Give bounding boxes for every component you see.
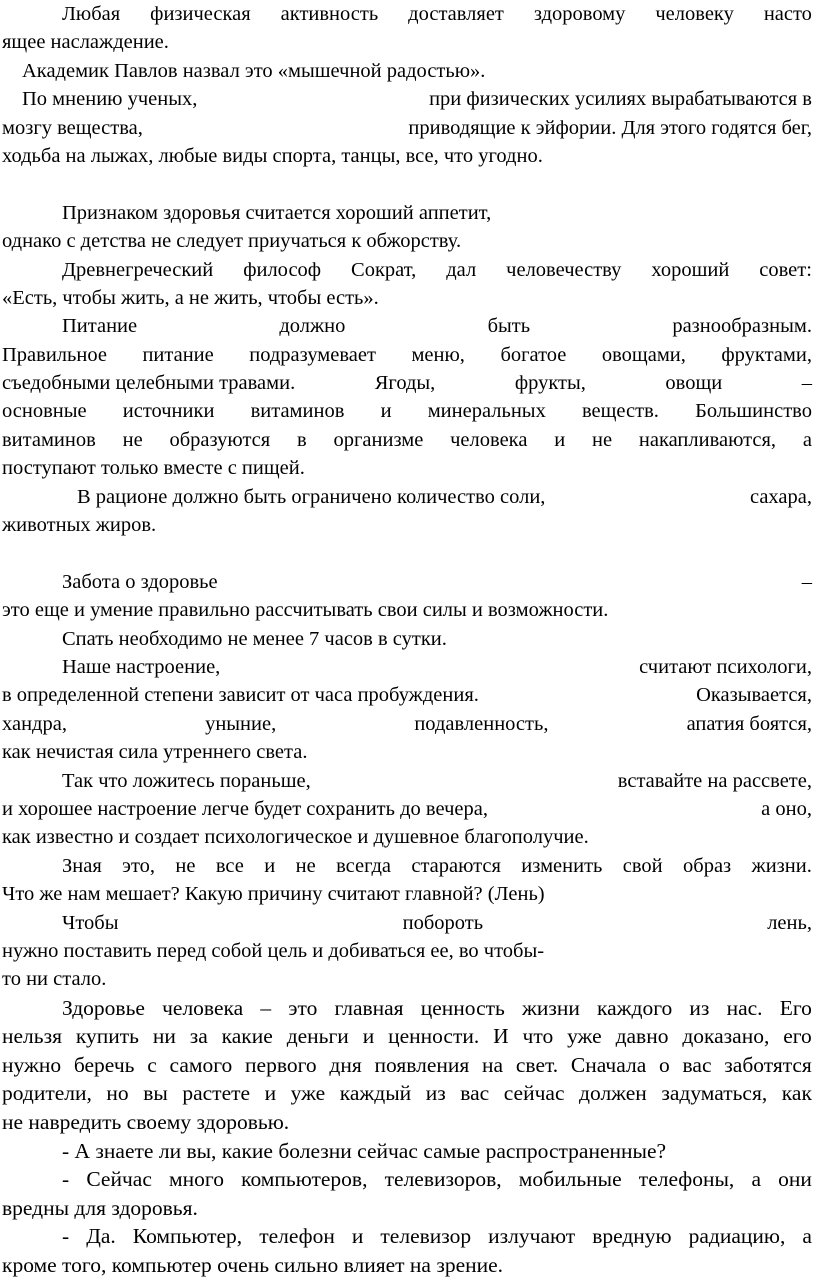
word: на — [482, 1052, 504, 1077]
word: телефоны, — [638, 1167, 735, 1192]
word: философ — [243, 258, 322, 281]
text: Что же нам мешает? Какую причину считают главной? (Лень) — [2, 883, 545, 906]
word: самого — [169, 1052, 233, 1077]
word: нас. — [726, 995, 763, 1020]
word: Сократ, — [351, 258, 417, 281]
word: И — [493, 1024, 509, 1049]
word: компьютеров, — [241, 1167, 368, 1192]
word: деньги — [286, 1024, 349, 1049]
word: всегда — [336, 854, 391, 877]
word: богатое — [500, 343, 567, 366]
word: витаминов — [250, 400, 345, 423]
word: первого — [245, 1052, 317, 1077]
paragraph-line — [2, 227, 812, 255]
word: жизни — [521, 995, 580, 1020]
word: свой — [622, 854, 663, 877]
word: какие — [221, 1024, 273, 1049]
text: Оказывается, — [696, 684, 812, 707]
text: овощи — [665, 372, 723, 395]
word: человеку — [655, 3, 734, 25]
text: животных жиров. — [2, 514, 157, 537]
text: Питание — [62, 315, 138, 338]
paragraph-line — [2, 57, 812, 85]
word: ни — [152, 1024, 176, 1049]
word: Любая — [62, 3, 121, 25]
word: образ — [683, 854, 732, 877]
word: совет: — [759, 258, 812, 281]
word: вредную — [592, 1224, 672, 1249]
paragraph-line — [2, 681, 812, 709]
text: Чтобы — [62, 911, 119, 934]
paragraph-line — [2, 0, 812, 28]
word: накапливаются, — [638, 428, 777, 451]
paragraph-line — [2, 994, 812, 1023]
word: каждый — [339, 1081, 412, 1106]
word: ценности. — [388, 1024, 480, 1049]
word: каждого — [597, 995, 673, 1020]
word: вас — [460, 1081, 490, 1106]
paragraph-line — [2, 369, 812, 397]
text: Забота о здоровье — [62, 570, 218, 593]
word: Здоровье — [62, 995, 145, 1020]
word: нужно — [2, 1052, 62, 1077]
text: Академик Павлов назвал это «мышечной радостью». — [22, 59, 486, 82]
paragraph-line — [2, 397, 812, 425]
paragraph-line — [2, 625, 812, 653]
text: считают психологи, — [639, 655, 812, 678]
word: дня — [329, 1052, 362, 1077]
paragraph-line — [2, 1108, 812, 1137]
word: и — [380, 400, 392, 423]
word: купить — [75, 1024, 139, 1049]
text: приводящие к эйфории. Для этого годятся бег, — [408, 116, 812, 139]
text: а оно, — [761, 797, 812, 820]
word: главная — [334, 995, 404, 1020]
word: задуматься, — [661, 1081, 768, 1106]
word: жизни. — [751, 854, 812, 877]
paragraph-line — [2, 426, 812, 454]
text: как известно и создает психологическое и душевное благополучие. — [2, 826, 589, 849]
word: физическая — [150, 3, 251, 25]
paragraph-line — [2, 1022, 812, 1051]
word: меню, — [411, 343, 465, 366]
word: Компьютер, — [132, 1224, 243, 1249]
word: Сейчас — [86, 1167, 152, 1192]
text: Так что ложитесь пораньше, — [62, 769, 311, 792]
word: Большинство — [695, 400, 812, 423]
paragraph-line — [2, 1051, 812, 1080]
word: растете — [182, 1081, 251, 1106]
word: и — [554, 428, 566, 451]
paragraph-line — [2, 114, 812, 142]
word: и — [264, 854, 276, 877]
word: - — [62, 1224, 70, 1249]
word: образуются — [169, 428, 271, 451]
word: телефон — [259, 1224, 335, 1249]
word: Правильное — [2, 343, 107, 366]
paragraph-line — [2, 880, 812, 908]
paragraph-line — [2, 256, 812, 284]
word: человечеству — [506, 258, 622, 281]
word: не — [175, 854, 196, 877]
word: питание — [142, 343, 214, 366]
paragraph-line — [2, 965, 812, 993]
word: доказано, — [682, 1024, 770, 1049]
word: они — [778, 1167, 812, 1192]
word: свет. — [515, 1052, 559, 1077]
word: веществ. — [581, 400, 659, 423]
word: Зная — [62, 854, 102, 877]
text: – — [801, 372, 812, 395]
text: апатия боятся, — [686, 712, 812, 735]
word: дал — [446, 258, 477, 281]
text: Наше настроение, — [62, 655, 221, 678]
text: ящее наслаждение. — [2, 31, 169, 54]
paragraph-line — [2, 738, 812, 766]
word: мобильные — [518, 1167, 622, 1192]
word: а — [802, 1224, 812, 1249]
text: вставайте на рассвете, — [617, 769, 812, 792]
text: побороть — [402, 911, 484, 934]
text: - А знаете ли вы, какие болезни сейчас самые распространенные? — [62, 1138, 667, 1163]
dialogue-section — [2, 994, 812, 1280]
paragraph-line — [2, 909, 812, 937]
word: источники — [122, 400, 215, 423]
text: как нечистая сила утреннего света. — [2, 741, 308, 764]
word: излучают — [488, 1224, 576, 1249]
word: фруктами, — [721, 343, 812, 366]
word: хороший — [651, 258, 730, 281]
word: но — [106, 1081, 129, 1106]
text: Ягоды, — [374, 372, 436, 395]
word: уже — [290, 1081, 326, 1106]
paragraph-line — [2, 284, 812, 312]
text: это еще и умение правильно рассчитывать свои силы и возможности. — [2, 599, 609, 622]
text: быть — [487, 315, 531, 338]
word: как — [781, 1081, 812, 1106]
text: не навредить своему здоровью. — [2, 1110, 290, 1135]
text: кроме того, компьютер очень сильно влияет на зрение. — [2, 1253, 504, 1278]
paragraph-line — [2, 1165, 812, 1194]
text: мозгу вещества, — [2, 116, 143, 139]
word: это, — [122, 854, 156, 877]
text: ходьба на лыжах, любые виды спорта, танцы, все, что угодно. — [2, 144, 543, 167]
word: насто — [763, 3, 812, 25]
text: фрукты, — [514, 372, 586, 395]
word: из — [425, 1081, 446, 1106]
word: с — [147, 1052, 157, 1077]
word: за — [189, 1024, 208, 1049]
paragraph-line — [2, 937, 812, 965]
text: нужно поставить перед собой цель и добиваться ее, во чтобы- — [2, 939, 545, 962]
text: хандра, — [2, 712, 67, 735]
text: сахара, — [749, 485, 812, 508]
word: уже — [567, 1024, 602, 1049]
word: Его — [779, 995, 812, 1020]
word: не — [295, 854, 316, 877]
word: беречь — [73, 1052, 135, 1077]
word: организме — [333, 428, 424, 451]
word: минеральных — [427, 400, 546, 423]
word: появления — [374, 1052, 470, 1077]
paragraph-line — [2, 1194, 812, 1223]
paragraph-line — [2, 142, 812, 170]
text: съедобными целебными травами. — [2, 372, 296, 395]
word: родители, — [2, 1081, 92, 1106]
text: разнообразным. — [672, 315, 812, 338]
paragraph-line — [2, 454, 812, 482]
paragraph-line — [2, 341, 812, 369]
word: – — [260, 995, 272, 1020]
text: должно — [279, 315, 346, 338]
word: о — [659, 1052, 670, 1077]
word: телевизоров, — [384, 1167, 502, 1192]
paragraph-line — [2, 1251, 812, 1280]
word: и — [264, 1081, 277, 1106]
text: В рационе должно быть ограничено количество соли, — [77, 485, 546, 508]
paragraph-line — [2, 767, 812, 795]
word: овощами, — [601, 343, 686, 366]
word: все — [215, 854, 244, 877]
word: нельзя — [2, 1024, 62, 1049]
word: не — [592, 428, 613, 451]
text: вредны для здоровья. — [2, 1195, 198, 1220]
text: то ни стало. — [2, 968, 107, 991]
paragraph-line — [2, 568, 812, 596]
word: и — [351, 1224, 364, 1249]
paragraph-line — [2, 596, 812, 624]
paragraph-line — [2, 511, 812, 539]
word: должен — [579, 1081, 647, 1106]
word: а — [802, 428, 812, 451]
paragraph-line — [2, 28, 812, 56]
word: что — [522, 1024, 554, 1049]
word: это — [288, 995, 318, 1020]
word: вы — [143, 1081, 168, 1106]
word: изменить — [521, 854, 603, 877]
word: человека — [450, 428, 528, 451]
text: «Есть, чтобы жить, а не жить, чтобы есть». — [2, 286, 379, 309]
word: давно — [615, 1024, 669, 1049]
paragraph-line — [2, 653, 812, 681]
word: доставляет — [408, 3, 504, 25]
paragraph-line — [2, 710, 812, 738]
word: его — [783, 1024, 812, 1049]
word: человека — [162, 995, 244, 1020]
word: из — [689, 995, 710, 1020]
word: и — [362, 1024, 375, 1049]
text: при физических усилиях вырабатываются в — [429, 88, 812, 111]
text: в определенной степени зависит от часа пробуждения. — [2, 684, 479, 707]
paragraph-line — [2, 795, 812, 823]
text: Признаком здоровья считается хороший аппетит, — [62, 201, 492, 224]
word: ценность — [420, 995, 505, 1020]
paragraph-line — [2, 1222, 812, 1251]
text: Спать необходимо не менее 7 часов в сутки. — [62, 627, 447, 650]
paragraph-line — [2, 823, 812, 851]
paragraph-line — [2, 85, 812, 113]
word: много — [169, 1167, 224, 1192]
word: Сначала — [570, 1052, 647, 1077]
word: здоровому — [533, 3, 626, 25]
paragraph-line — [2, 312, 812, 340]
word: витаминов — [2, 428, 96, 451]
word: радиацию, — [688, 1224, 786, 1249]
word: вас — [682, 1052, 712, 1077]
text: – — [801, 570, 812, 593]
word: а — [751, 1167, 761, 1192]
text: уныние, — [205, 712, 277, 735]
word: Да. — [86, 1224, 116, 1249]
word: сейчас — [503, 1081, 565, 1106]
word: заботятся — [724, 1052, 812, 1077]
word: в — [297, 428, 307, 451]
paragraph-line — [2, 1079, 812, 1108]
text: подавленность, — [414, 712, 549, 735]
paragraph-line — [2, 852, 812, 880]
paragraph-line — [2, 483, 812, 511]
word: не — [122, 428, 143, 451]
word: стараются — [411, 854, 501, 877]
word: подразумевает — [249, 343, 376, 366]
paragraph-line — [2, 1137, 812, 1166]
text: однако с детства не следует приучаться к обжорству. — [2, 230, 462, 253]
word: основные — [2, 400, 87, 423]
text: поступают только вместе с пищей. — [2, 457, 305, 480]
word: - — [62, 1167, 70, 1192]
text: По мнению ученых, — [22, 88, 198, 111]
paragraph-line — [2, 199, 812, 227]
text: и хорошее настроение легче будет сохранить до вечера, — [2, 797, 488, 820]
word: активность — [280, 3, 379, 25]
text: лень, — [767, 911, 812, 934]
word: телевизор — [380, 1224, 472, 1249]
word: Древнегреческий — [62, 258, 214, 281]
